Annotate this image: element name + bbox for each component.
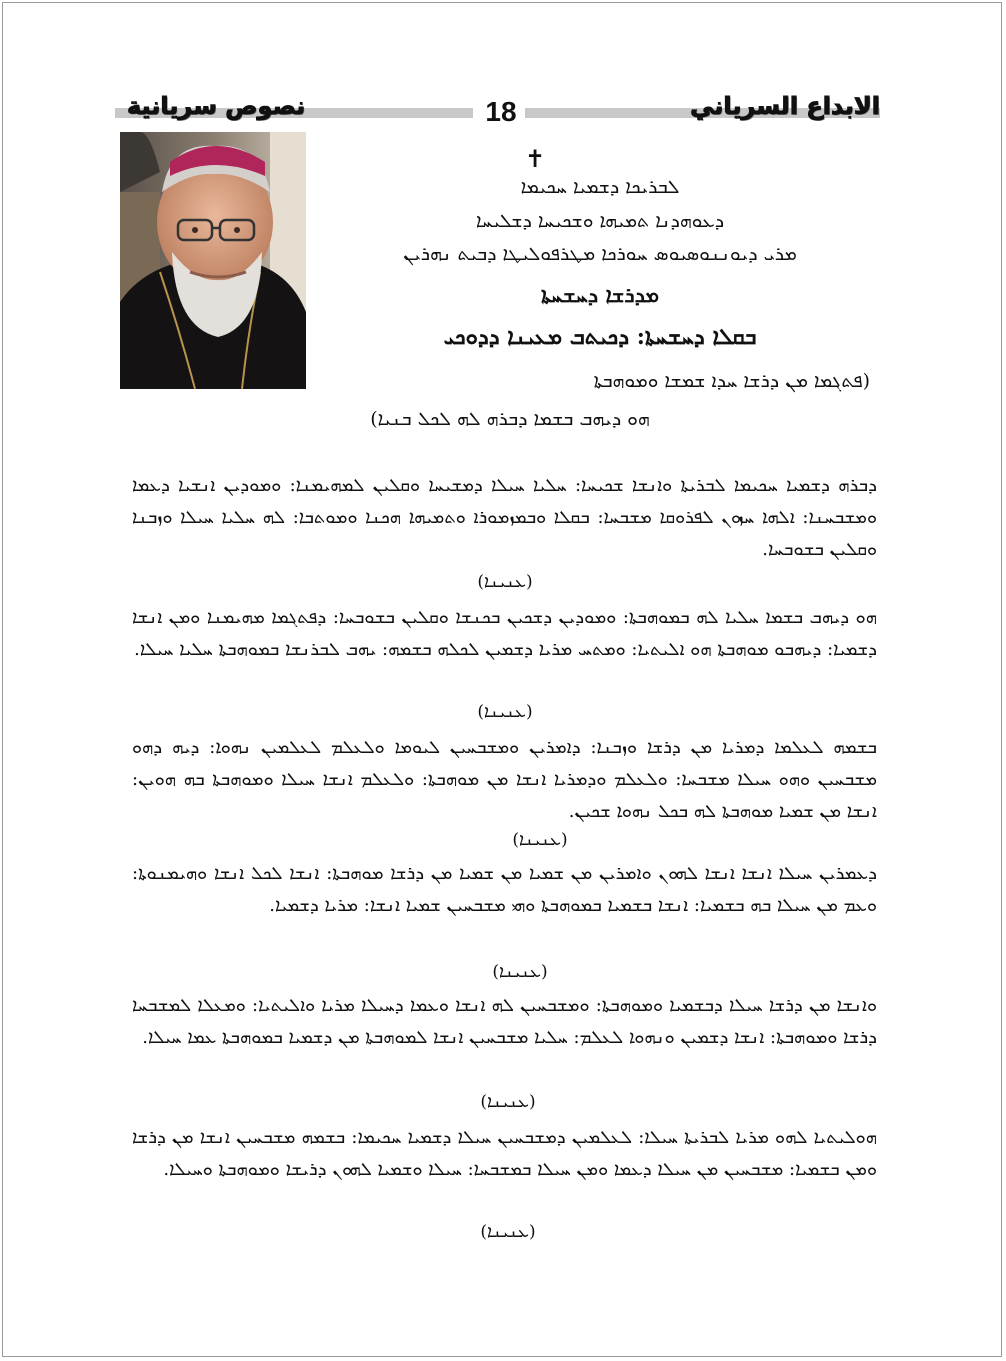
bishop-portrait bbox=[120, 132, 306, 389]
stanza-1: ܕܒܪܗ ܕܫܡܝܐ ܚܟܝܡܐ ܠܒܪܝܬܐ ܘܐܢܫܐ ܫܟܝܚܐ: ܚܠܝܐ ܚܝܠܐ ܕܡܫܝܚܐ ܘܩܠܝܢ ܠܡܗܝܡܢܐ: ܘܡܘܕܝܢ ܐܢܫܝܐ ܕܥܡܐ ܘܡܫܒܚܢܐ: ܐܠܗܐ ܚܙܘܢ ܠܦܪܘܩܐ ܡܫܒܚܐ: ܒܩܠܐ ܘܒܡܙܡܘܪܐ ܘܬܡܝܗܐ ܗܟܢܐ ܘܡܘܬܒܐ: ܠܗ ܚܠܝܐ ܚܝܠܐ ܘܙܒܢܐ ܘܩܠܝܢ ܒܫܘܒܚܐ. bbox=[132, 475, 877, 560]
heading-line-5: ܒܩܠܐ ܕܚܫܚܬܐ: ܕܟܝܬܒ ܡܥܝܢܐ ܕܕܘܟܝ bbox=[443, 324, 757, 350]
heading-line-3: ܡܪܝ ܕܝܘܢܢܘܣܝܘܣ ܚܘܪܟܐ ܡܛܪܦܘܠܝܛܐ ܕܒܝܬ ܢܗܪܝܢ bbox=[403, 243, 797, 265]
refrain-1: (ܥܢܝܢܐ) bbox=[477, 572, 533, 592]
heading-line-7: ܗܘ ܕܝܗܒ ܒܫܡܐ ܕܒܪܗ ܠܗ ܠܟܠ ܒܢܝܐ) bbox=[370, 408, 650, 430]
page-header bbox=[115, 92, 880, 132]
refrain-5: (ܥܢܝܢܐ) bbox=[480, 1092, 536, 1112]
heading-line-2: ܕܥܘܗܕܢܐ ܬܡܝܗܐ ܘܫܟܝܚܐ ܕܫܠܝܚܐ bbox=[475, 210, 725, 232]
stanza-3: ܒܫܡܗ ܠܥܠܡܐ ܕܡܪܝܐ ܡܢ ܕܪܫܐ ܘܙܒܢܐ: ܕܐܡܪܝܢ ܘܡܫܒܚܝܢ ܠܝܘܡܐ ܘܠܥܠܡ ܠܥܠܡܝܢ ܢܗܘܐ: ܕܝܗ ܕܗܘ ܡܫܒܚܝܢ ܘܗܘ ܚܝܠܐ ܡܫܒܚܐ: ܘܠܥܠܡ ܘܕܡܪܝܐ ܐܢܫܐ ܡܢ ܡܘܗܒܬܐ: ܘܠܥܠܡ ܐܢܫܐ ܚܝܠܐ ܘܡܘܗܒܬܐ ܒܗ ܗܘܝܢ: ܐܢܫܐ ܡܢ ܫܡܝܐ ܡܘܗܒܬܐ ܠܗ ܒܟܠ ܢܗܘܐ ܫܟܝܢ. bbox=[132, 737, 877, 822]
stanza-4: ܕܥܡܪܝܢ ܚܝܠܐ ܐܢܫܐ ܐܢܫܐ ܠܗܘܢ ܘܐܡܪܝܢ ܡܢ ܫܡܝܐ ܡܢ ܫܡܝܐ ܡܢ ܕܪܫܐ ܡܘܗܒܬܐ: ܐܢܫܐ ܠܟܠ ܐܢܫܐ ܘܗܝܡܢܘܬܐ: ܘܥܡ ܡܢ ܚܝܠܐ ܒܗ ܒܫܡܝܐ: ܐܢܫܐ ܒܫܡܝܐ ܒܡܘܗܒܬܐ ܘܗܝ ܡܫܒܚܝܢ ܫܡܝܐ ܐܢܫܐ: ܡܪܝܐ ܕܫܡܝܐ. bbox=[132, 863, 877, 916]
refrain-6: (ܥܢܝܢܐ) bbox=[480, 1222, 536, 1242]
heading-line-4: ܡܕܪܫܐ ܕܚܫܚܬܐ bbox=[541, 282, 659, 307]
refrain-2: (ܥܢܝܢܐ) bbox=[477, 702, 533, 722]
magazine-title: الابداع السرياني bbox=[690, 92, 880, 120]
refrain-4: (ܥܢܝܢܐ) bbox=[492, 962, 548, 982]
stanza-5: ܘܐܢܫܐ ܡܢ ܕܪܫܐ ܚܝܠܐ ܕܒܫܡܝܐ ܘܡܘܗܒܬܐ: ܘܡܫܒܚܝܢ ܠܗ ܐܢܫܐ ܘܥܡܐ ܕܚܝܠܐ ܡܪܝܐ ܘܐܠܝܬܝܐ: ܘܡܥܠܐ ܠܡܫܒܚܐ ܕܪܫܐ ܘܡܘܗܒܬܐ: ܐܢܫܐ ܕܫܡܝܢ ܘܢܗܘܐ ܠܥܠܡ: ܚܠܝܐ ܡܫܒܚܝܢ ܐܢܫܐ ܠܡܘܗܒܬܐ ܡܢ ܕܫܡܝܐ ܒܡܘܗܒܬܐ ܥܡܐ ܚܝܠܐ. bbox=[132, 995, 877, 1048]
page-number: 18 bbox=[485, 96, 517, 127]
cross-icon: ✝ bbox=[524, 145, 546, 173]
section-title: نصوص سريانية bbox=[127, 92, 306, 120]
stanza-6: ܗܘܠܝܬܝܐ ܠܗܘ ܡܪܝܐ ܠܒܪܝܬܐ ܚܝܠܐ: ܠܥܠܡܝܢ ܕܡܫܒܚܝܢ ܚܝܠܐ ܕܫܡܝܐ ܚܟܝܡܐ: ܒܫܡܗ ܡܫܒܚܝܢ ܐܢܫܐ ܡܢ ܕܪܫܐ ܘܡܢ ܒܫܡܝܐ: ܡܫܒܚܝܢ ܡܢ ܚܝܠܐ ܕܥܡܐ ܘܡܢ ܚܝܠܐ ܒܡܫܒܚܐ: ܚܝܠܐ ܘܫܡܝܐ ܠܗܘܢ ܕܪܝܫܐ ܘܡܘܗܒܬܐ ܘܚܝܠܐ. bbox=[132, 1127, 877, 1180]
heading-line-6: (ܦܬܓܡܐ ܡܢ ܕܪܫܐ ܚܕܐ ܫܡܫܐ ܘܡܘܗܒܬܐ bbox=[593, 370, 870, 392]
refrain-3: (ܥܢܝܢܐ) bbox=[512, 830, 568, 850]
heading-line-1: ܠܒܪܝܟܐ ܕܫܡܝܐ ܚܟܝܡܐ bbox=[520, 176, 680, 198]
stanza-2: ܗܘ ܕܝܗܒ ܒܫܡܐ ܚܠܝܐ ܠܗ ܒܡܘܗܒܬܐ: ܘܡܘܕܝܢ ܕܫܟܝܢ ܒܟܢܫܐ ܘܩܠܝܢ ܒܫܘܒܚܐ: ܕܦܬܓܡܐ ܡܗܝܡܢܐ ܘܡܢ ܐܢܫܐ ܕܫܡܝܐ: ܕܝܗܒܘ ܡܘܗܒܬܐ ܗܘ ܐܠܝܬܝܐ: ܘܡܬܚ ܡܪܝܐ ܕܫܡܝܢ ܠܟܠܗ ܒܫܡܗ: ܝܗܒ ܠܒܪܢܫܐ ܒܡܘܗܒܬܐ ܚܠܝܐ ܚܝܠܐ. bbox=[132, 607, 877, 660]
